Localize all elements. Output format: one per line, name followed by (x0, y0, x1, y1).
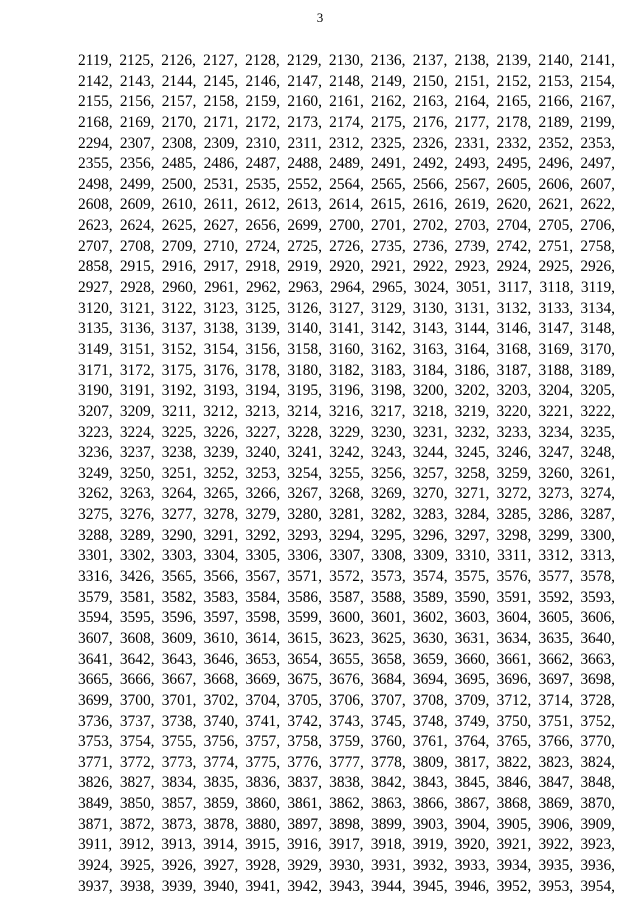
number-line: 3149, 3151, 3152, 3154, 3156, 3158, 3160, 3162, 3163, 3164, 3168, 3169, 3170, (78, 340, 615, 358)
number-line: 3120, 3121, 3122, 3123, 3125, 3126, 3127, 3129, 3130, 3131, 3132, 3133, 3134, (78, 299, 615, 317)
number-line: 3262, 3263, 3264, 3265, 3266, 3267, 3268, 3269, 3270, 3271, 3272, 3273, 3274, (78, 485, 615, 503)
page-number: 3 (316, 10, 324, 25)
number-line: 3924, 3925, 3926, 3927, 3928, 3929, 3930, 3931, 3932, 3933, 3934, 3935, 3936, (78, 856, 615, 874)
number-line: 3288, 3289, 3290, 3291, 3292, 3293, 3294, 3295, 3296, 3297, 3298, 3299, 3300, (78, 526, 615, 544)
number-line: 3207, 3209, 3211, 3212, 3213, 3214, 3216, 3217, 3218, 3219, 3220, 3221, 3222, (78, 402, 615, 420)
number-line: 2294, 2307, 2308, 2309, 2310, 2311, 2312, 2325, 2326, 2331, 2332, 2352, 2353, (78, 134, 615, 152)
number-line: 2119, 2125, 2126, 2127, 2128, 2129, 2130, 2136, 2137, 2138, 2139, 2140, 2141, (78, 52, 615, 69)
number-line: 3316, 3426, 3565, 3566, 3567, 3571, 3572, 3573, 3574, 3575, 3576, 3577, 3578, (78, 568, 615, 586)
number-line: 3607, 3608, 3609, 3610, 3614, 3615, 3623, 3625, 3630, 3631, 3634, 3635, 3640, (78, 629, 615, 647)
number-line: 2355, 2356, 2485, 2486, 2487, 2488, 2489, 2491, 2492, 2493, 2495, 2496, 2497, (78, 155, 615, 173)
number-line: 3849, 3850, 3857, 3859, 3860, 3861, 3862, 3863, 3866, 3867, 3868, 3869, 3870, (78, 795, 615, 813)
number-line: 3771, 3772, 3773, 3774, 3775, 3776, 3777, 3778, 3809, 3817, 3822, 3823, 3824, (78, 753, 615, 771)
number-line: 3911, 3912, 3913, 3914, 3915, 3916, 3917, 3918, 3919, 3920, 3921, 3922, 3923, (78, 836, 615, 854)
number-line: 3236, 3237, 3238, 3239, 3240, 3241, 3242, 3243, 3244, 3245, 3246, 3247, 3248, (78, 444, 615, 462)
number-line: 3135, 3136, 3137, 3138, 3139, 3140, 3141, 3142, 3143, 3144, 3146, 3147, 3148, (78, 320, 615, 338)
number-line: 3736, 3737, 3738, 3740, 3741, 3742, 3743, 3745, 3748, 3749, 3750, 3751, 3752, (78, 712, 615, 730)
number-line: 3826, 3827, 3834, 3835, 3836, 3837, 3838, 3842, 3843, 3845, 3846, 3847, 3848, (78, 774, 615, 792)
number-line: 2707, 2708, 2709, 2710, 2724, 2725, 2726, 2735, 2736, 2739, 2742, 2751, 2758, (78, 237, 615, 255)
number-line: 2927, 2928, 2960, 2961, 2962, 2963, 2964, 2965, 3024, 3051, 3117, 3118, 3119, (78, 279, 615, 297)
number-line: 3699, 3700, 3701, 3702, 3704, 3705, 3706, 3707, 3708, 3709, 3712, 3714, 3728, (78, 691, 615, 709)
number-line: 3301, 3302, 3303, 3304, 3305, 3306, 3307, 3308, 3309, 3310, 3311, 3312, 3313, (78, 547, 615, 565)
number-line: 3275, 3276, 3277, 3278, 3279, 3280, 3281, 3282, 3283, 3284, 3285, 3286, 3287, (78, 506, 615, 524)
number-line: 3249, 3250, 3251, 3252, 3253, 3254, 3255, 3256, 3257, 3258, 3259, 3260, 3261, (78, 464, 615, 482)
number-line: 3665, 3666, 3667, 3668, 3669, 3675, 3676, 3684, 3694, 3695, 3696, 3697, 3698, (78, 671, 615, 689)
number-line: 3641, 3642, 3643, 3646, 3653, 3654, 3655, 3658, 3659, 3660, 3661, 3662, 3663, (78, 650, 615, 668)
number-line: 2623, 2624, 2625, 2627, 2656, 2699, 2700, 2701, 2702, 2703, 2704, 2705, 2706, (78, 217, 615, 235)
number-list (78, 51, 615, 897)
number-line: 3937, 3938, 3939, 3940, 3941, 3942, 3943, 3944, 3945, 3946, 3952, 3953, 3954, (78, 877, 615, 895)
number-line: 3579, 3581, 3582, 3583, 3584, 3586, 3587, 3588, 3589, 3590, 3591, 3592, 3593, (78, 588, 615, 606)
number-line: 3223, 3224, 3225, 3226, 3227, 3228, 3229, 3230, 3231, 3232, 3233, 3234, 3235, (78, 423, 615, 441)
number-line: 3190, 3191, 3192, 3193, 3194, 3195, 3196, 3198, 3200, 3202, 3203, 3204, 3205, (78, 382, 615, 400)
number-line: 2142, 2143, 2144, 2145, 2146, 2147, 2148, 2149, 2150, 2151, 2152, 2153, 2154, (78, 72, 615, 90)
number-line: 2858, 2915, 2916, 2917, 2918, 2919, 2920, 2921, 2922, 2923, 2924, 2925, 2926, (78, 258, 615, 276)
number-line: 2168, 2169, 2170, 2171, 2172, 2173, 2174, 2175, 2176, 2177, 2178, 2189, 2199, (78, 113, 615, 131)
number-line: 3171, 3172, 3175, 3176, 3178, 3180, 3182, 3183, 3184, 3186, 3187, 3188, 3189, (78, 361, 615, 379)
number-line: 3871, 3872, 3873, 3878, 3880, 3897, 3898, 3899, 3903, 3904, 3905, 3906, 3909, (78, 815, 615, 833)
number-line: 3753, 3754, 3755, 3756, 3757, 3758, 3759, 3760, 3761, 3764, 3765, 3766, 3770, (78, 733, 615, 751)
number-line: 2608, 2609, 2610, 2611, 2612, 2613, 2614, 2615, 2616, 2619, 2620, 2621, 2622, (78, 196, 615, 214)
number-line: 3594, 3595, 3596, 3597, 3598, 3599, 3600, 3601, 3602, 3603, 3604, 3605, 3606, (78, 609, 615, 627)
number-line: 2155, 2156, 2157, 2158, 2159, 2160, 2161, 2162, 2163, 2164, 2165, 2166, 2167, (78, 93, 615, 111)
number-line: 2498, 2499, 2500, 2531, 2535, 2552, 2564, 2565, 2566, 2567, 2605, 2606, 2607, (78, 175, 615, 193)
